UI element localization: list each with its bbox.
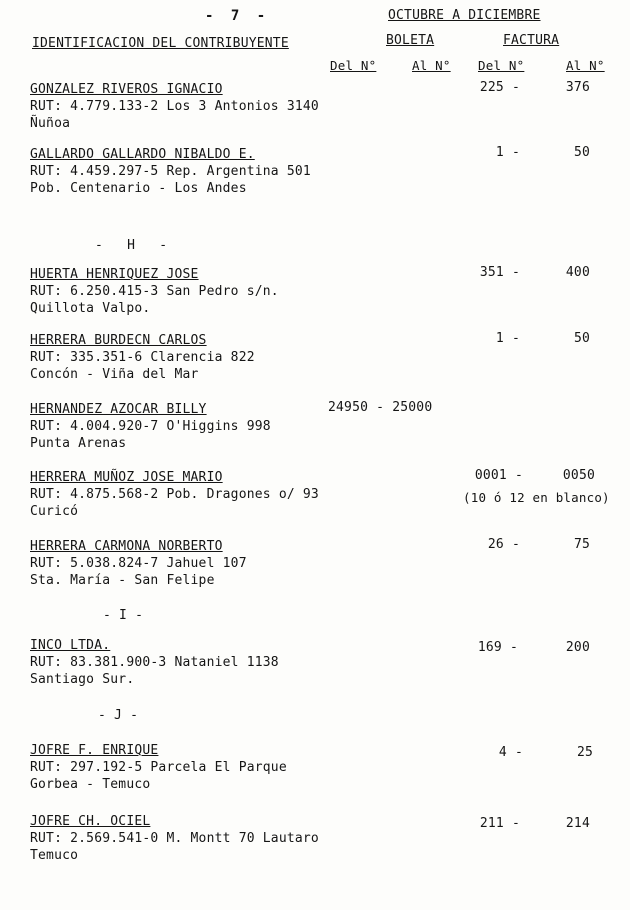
entry-row: [30, 143, 311, 196]
section-letter-h: - H -: [95, 238, 168, 253]
taxpayer-detail-rut: RUT: 4.459.297-5 Rep. Argentina 501: [30, 164, 311, 179]
taxpayer-detail-city: Santiago Sur.: [30, 672, 135, 687]
entry-row: [30, 535, 247, 588]
taxpayer-name: GALLARDO GALLARDO NIBALDO E.: [30, 147, 255, 162]
factura-from-value: 169 -: [477, 640, 518, 655]
period-header: OCTUBRE A DICIEMBRE: [388, 8, 541, 23]
taxpayer-name: HERRERA MUÑOZ JOSE MARIO: [30, 470, 223, 485]
taxpayer-name: HERRERA CARMONA NORBERTO: [30, 539, 223, 554]
entry-row: [30, 398, 271, 451]
boleta-header: BOLETA: [386, 33, 435, 48]
taxpayer-name: INCO LTDA.: [30, 638, 111, 653]
identification-header: IDENTIFICACION DEL CONTRIBUYENTE: [32, 36, 289, 51]
taxpayer-detail-rut: RUT: 4.004.920-7 O'Higgins 998: [30, 419, 271, 434]
taxpayer-detail-city: Pob. Centenario - Los Andes: [30, 181, 247, 196]
taxpayer-detail-city: Curicó: [30, 504, 79, 519]
taxpayer-detail-rut: RUT: 2.569.541-0 M. Montt 70 Lautaro: [30, 831, 319, 846]
taxpayer-detail-rut: RUT: 6.250.415-3 San Pedro s/n.: [30, 284, 279, 299]
taxpayer-name: JOFRE F. ENRIQUE: [30, 743, 159, 758]
factura-header: FACTURA: [503, 33, 560, 48]
factura-from-value: 26 -: [487, 537, 520, 552]
factura-to-value: 400: [565, 265, 590, 280]
page-number: - 7 -: [205, 8, 266, 24]
taxpayer-name: JOFRE CH. OCIEL: [30, 814, 151, 829]
taxpayer-name: HUERTA HENRIQUEZ JOSE: [30, 267, 199, 282]
entry-row: [30, 78, 319, 131]
factura-to-value: 50: [573, 331, 590, 346]
section-letter-j: - J -: [98, 708, 139, 723]
taxpayer-detail-rut: RUT: 5.038.824-7 Jahuel 107: [30, 556, 247, 571]
factura-to-value: 75: [573, 537, 590, 552]
boleta-range-value: 24950 - 25000: [328, 400, 433, 415]
entry-row: [30, 810, 319, 863]
taxpayer-detail-city: Quillota Valpo.: [30, 301, 151, 316]
factura-from-value: 225 -: [479, 80, 520, 95]
entry-row: [30, 634, 279, 687]
taxpayer-detail-rut: RUT: 83.381.900-3 Nataniel 1138: [30, 655, 279, 670]
taxpayer-name: GONZALEZ RIVEROS IGNACIO: [30, 82, 223, 97]
taxpayer-name: HERRERA BURDECN CARLOS: [30, 333, 207, 348]
factura-to-value: 0050: [562, 468, 595, 483]
col-factura-from: Del N°: [478, 58, 525, 73]
taxpayer-detail-city: Ñuñoa: [30, 116, 71, 131]
taxpayer-detail-city: Temuco: [30, 848, 79, 863]
taxpayer-detail-rut: RUT: 4.875.568-2 Pob. Dragones o/ 93: [30, 487, 319, 502]
section-letter-i: - I -: [103, 608, 144, 623]
taxpayer-detail-rut: RUT: 297.192-5 Parcela El Parque: [30, 760, 287, 775]
taxpayer-detail-city: Gorbea - Temuco: [30, 777, 151, 792]
factura-from-value: 0001 -: [474, 468, 523, 483]
factura-to-value: 200: [565, 640, 590, 655]
factura-to-value: 25: [576, 745, 593, 760]
factura-from-value: 4 -: [498, 745, 523, 760]
factura-from-value: 351 -: [479, 265, 520, 280]
taxpayer-detail-city: Concón - Viña del Mar: [30, 367, 199, 382]
taxpayer-detail-city: Punta Arenas: [30, 436, 127, 451]
factura-from-value: 211 -: [479, 816, 520, 831]
factura-to-value: 214: [565, 816, 590, 831]
factura-note: (10 ó 12 en blanco): [463, 490, 610, 505]
col-boleta-from: Del N°: [330, 58, 377, 73]
entry-row: [30, 739, 287, 792]
entry-row: [30, 263, 279, 316]
taxpayer-detail-rut: RUT: 4.779.133-2 Los 3 Antonios 3140: [30, 99, 319, 114]
taxpayer-name: HERNANDEZ AZOCAR BILLY: [30, 402, 207, 417]
factura-to-value: 376: [565, 80, 590, 95]
col-factura-to: Al N°: [566, 58, 605, 73]
factura-from-value: 1 -: [495, 145, 520, 160]
col-boleta-to: Al N°: [412, 58, 451, 73]
entry-row: [30, 329, 255, 382]
factura-from-value: 1 -: [495, 331, 520, 346]
factura-to-value: 50: [573, 145, 590, 160]
taxpayer-detail-rut: RUT: 335.351-6 Clarencia 822: [30, 350, 255, 365]
entry-row: [30, 466, 319, 519]
taxpayer-detail-city: Sta. María - San Felipe: [30, 573, 215, 588]
